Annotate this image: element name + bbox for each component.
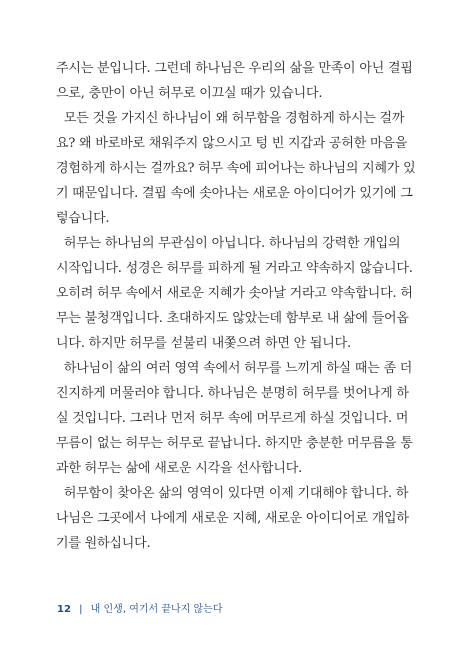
- text-line: 렇습니다.: [56, 211, 110, 226]
- text-line: 오히려 허무 속에서 새로운 지혜가 솟아날 거라고 약속합니다. 허: [56, 286, 413, 301]
- text-line: 시작입니다. 성경은 허무를 피하게 될 거라고 약속하지 않습니다.: [56, 261, 413, 276]
- text-line: 니다. 하지만 허무를 섣불리 내쫓으려 하면 안 됩니다.: [56, 336, 351, 351]
- running-title: 내 인생, 여기서 끝나지 않는다: [90, 604, 223, 615]
- text-line: 나님은 그곳에서 나에게 새로운 지혜, 새로운 아이디어로 개입하: [56, 511, 409, 526]
- page-footer: [57, 600, 223, 615]
- body-text: [56, 56, 421, 556]
- text-line: 허무함이 찾아온 삶의 영역이 있다면 이제 기대해야 합니다. 하: [56, 486, 409, 501]
- text-line: 으로, 충만이 아닌 허무로 이끄실 때가 있습니다.: [56, 86, 323, 101]
- text-line: 진지하게 머물러야 합니다. 하나님은 분명히 허무를 벗어나게 하: [56, 386, 409, 401]
- text-line: 하나님이 삶의 여러 영역 속에서 허무를 느끼게 하실 때는 좀 더: [56, 361, 413, 376]
- text-line: 요? 왜 바로바로 채워주지 않으시고 텅 빈 지갑과 공허한 마음을: [56, 136, 408, 151]
- text-line: 과한 허무는 삶에 새로운 시각을 선사합니다.: [56, 461, 303, 476]
- text-line: 모든 것을 가지신 하나님이 왜 허무함을 경험하게 하시는 걸까: [56, 111, 405, 126]
- text-line: 주시는 분입니다. 그런데 하나님은 우리의 삶을 만족이 아닌 결핍: [56, 61, 413, 76]
- text-line: 기 때문입니다. 결핍 속에 솟아나는 새로운 아이디어가 있기에 그: [56, 186, 413, 201]
- text-line: 경험하게 하시는 걸까요? 허무 속에 피어나는 하나님의 지혜가 있: [56, 161, 416, 176]
- text-line: 무는 불청객입니다. 초대하지도 않았는데 함부로 내 삶에 들어옵: [56, 311, 409, 326]
- text-line: 허무는 하나님의 무관심이 아닙니다. 하나님의 강력한 개입의: [56, 236, 401, 251]
- text-line: 무름이 없는 허무는 허무로 끝납니다. 하지만 충분한 머무름을 통: [56, 436, 413, 451]
- text-line: 실 것입니다. 그러나 먼저 허무 속에 머무르게 하실 것입니다. 머: [56, 411, 409, 426]
- page-number: 12: [57, 604, 71, 615]
- text-line: 기를 원하십니다.: [56, 536, 151, 551]
- footer-separator: |: [79, 604, 83, 615]
